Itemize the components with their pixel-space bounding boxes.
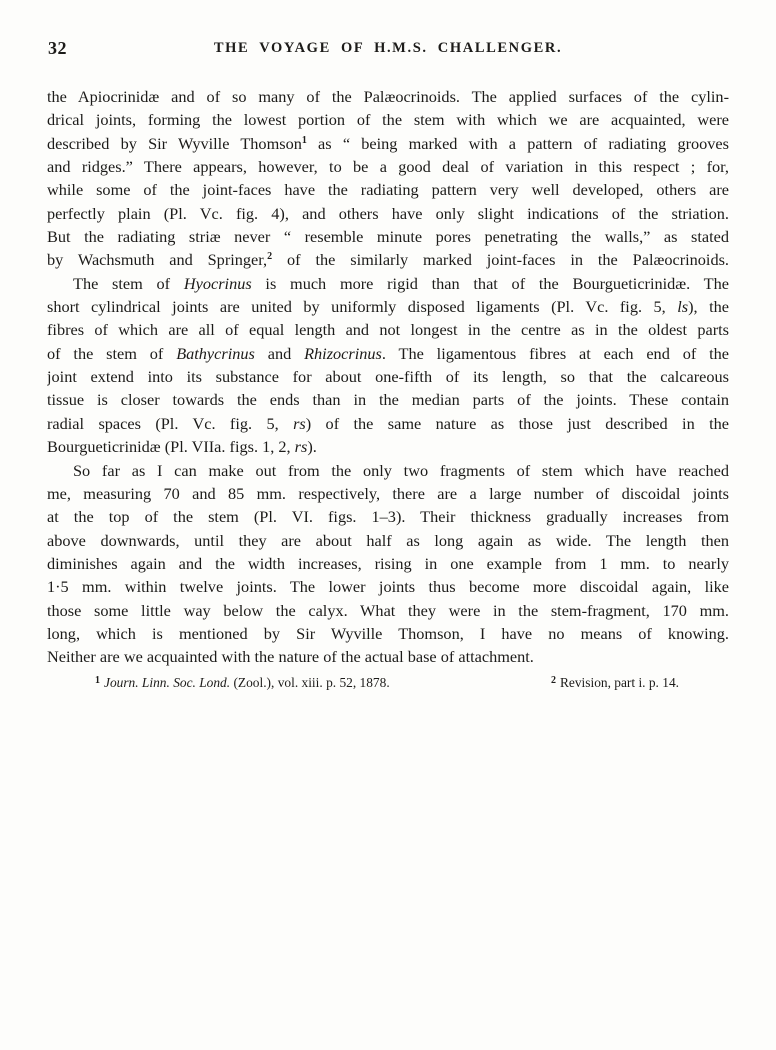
text-line bbox=[47, 272, 729, 295]
text-segment: of the stem of bbox=[47, 343, 177, 363]
body-text bbox=[47, 85, 729, 669]
text-segment: and ridges.” There appears, however, to be a good deal of variation in this respect ; for, bbox=[47, 157, 729, 177]
text-segment: while some of the joint-faces have the radiating pattern very well developed, others are bbox=[47, 180, 729, 200]
footnote-reference-superscript: 2 bbox=[267, 251, 273, 263]
text-segment: (Zool.), vol. xiii. p. 52, 1878. bbox=[230, 675, 390, 690]
text-segment: me, measuring 70 and 85 mm. respectively, there are a large number of discoidal joints bbox=[47, 483, 729, 503]
text-segment: long, which is mentioned by Sir Wyville Thomson, I have no means of knowing. bbox=[47, 623, 729, 643]
footnote-reference-superscript: 1 bbox=[301, 134, 307, 146]
text-segment: ) of the same nature as those just described in the bbox=[305, 413, 729, 433]
text-line bbox=[47, 225, 729, 248]
text-line bbox=[47, 529, 729, 552]
text-line bbox=[47, 132, 729, 155]
text-line bbox=[47, 108, 729, 131]
italic-text: ls bbox=[677, 297, 689, 317]
italic-text: rs bbox=[293, 413, 306, 433]
text-line bbox=[47, 295, 729, 318]
text-segment: Bourgueticrinidæ (Pl. VIIa. figs. 1, 2, bbox=[47, 437, 295, 457]
running-title: THE VOYAGE OF H.M.S. CHALLENGER. bbox=[213, 40, 563, 56]
text-segment: fibres of which are all of equal length and not longest in the centre as in the oldest parts bbox=[47, 320, 729, 340]
italic-text: Rhizocrinus bbox=[304, 343, 382, 363]
text-line bbox=[47, 388, 729, 411]
text-segment: tissue is closer towards the ends than in the median parts of the joints. These contain bbox=[47, 390, 729, 410]
text-line bbox=[47, 505, 729, 528]
text-segment: those some little way below the calyx. What they were in the stem-fragment, 170 mm. bbox=[47, 600, 729, 620]
text-line bbox=[47, 178, 729, 201]
page-header bbox=[47, 38, 729, 60]
text-segment: ), the bbox=[688, 297, 729, 317]
text-line bbox=[47, 435, 729, 458]
text-segment: So far as I can make out from the only two fragments of stem which have reached bbox=[73, 460, 729, 480]
text-segment: as “ being marked with a pattern of radiating grooves bbox=[306, 133, 729, 153]
text-segment: ). bbox=[307, 437, 317, 457]
text-segment: and bbox=[254, 343, 305, 363]
text-line bbox=[47, 459, 729, 482]
text-segment: But the radiating striæ never “ resemble minute pores penetrating the walls,” as stated bbox=[47, 227, 729, 247]
footnotes bbox=[47, 674, 729, 692]
text-line bbox=[47, 599, 729, 622]
text-segment: diminishes again and the width increases, rising in one example from 1 mm. to nearly bbox=[47, 553, 729, 573]
italic-text: Journ. Linn. Soc. Lond. bbox=[104, 675, 231, 690]
text-segment: above downwards, until they are about half as long again as wide. The length then bbox=[47, 530, 729, 550]
text-segment: the Apiocrinidæ and of so many of the Palæocrinoids. The applied surfaces of the cylin- bbox=[47, 87, 729, 106]
text-line bbox=[47, 622, 729, 645]
text-line bbox=[47, 365, 729, 388]
text-segment: short cylindrical joints are united by uniformly disposed ligaments (Pl. Vc. fig. 5, bbox=[47, 297, 678, 317]
text-line bbox=[47, 412, 729, 435]
text-line bbox=[47, 342, 729, 365]
text-line bbox=[47, 155, 729, 178]
text-segment: The stem of bbox=[73, 273, 184, 293]
text-segment: Neither are we acquainted with the nature of the actual base of attachment. bbox=[47, 647, 534, 667]
italic-text: Bathycrinus bbox=[176, 343, 255, 363]
italic-text: Hyocrinus bbox=[183, 273, 252, 293]
footnote-marker: 1 bbox=[95, 675, 100, 686]
text-segment: of the similarly marked joint-faces in the Palæocrinoids. bbox=[272, 250, 729, 270]
text-segment: 1·5 mm. within twelve joints. The lower joints thus become more discoidal again, like bbox=[47, 577, 729, 597]
text-line bbox=[47, 552, 729, 575]
text-segment: radial spaces (Pl. Vc. fig. 5, bbox=[47, 413, 294, 433]
text-segment: . The ligamentous fibres at each end of the bbox=[381, 343, 729, 363]
text-segment: joint extend into its substance for about one-fifth of its length, so that the calcareous bbox=[47, 367, 729, 387]
text-segment: Revision, part i. p. 14. bbox=[559, 675, 679, 690]
text-segment: drical joints, forming the lowest portion of the stem with which we are acquainted, were bbox=[47, 110, 729, 130]
italic-text: rs bbox=[294, 437, 308, 457]
text-line bbox=[47, 318, 729, 341]
text-segment: at the top of the stem (Pl. VI. figs. 1–3). Their thickness gradually increases from bbox=[47, 507, 729, 527]
text-segment: is much more rigid than that of the Bourgueticrinidæ. The bbox=[251, 273, 729, 293]
page-number: 32 bbox=[48, 38, 67, 58]
text-segment: described by Sir Wyville Thomson bbox=[47, 133, 302, 153]
footnote-marker: 2 bbox=[550, 675, 556, 686]
footnote bbox=[551, 674, 679, 692]
text-line bbox=[47, 575, 729, 598]
text-line bbox=[47, 85, 729, 108]
text-line bbox=[47, 248, 729, 271]
text-line bbox=[47, 482, 729, 505]
text-segment: perfectly plain (Pl. Vc. fig. 4), and others have only slight indications of the striation. bbox=[47, 203, 729, 223]
text-line bbox=[47, 645, 729, 668]
text-segment: by Wachsmuth and Springer, bbox=[47, 250, 268, 270]
text-line bbox=[47, 202, 729, 225]
footnote bbox=[95, 674, 390, 692]
